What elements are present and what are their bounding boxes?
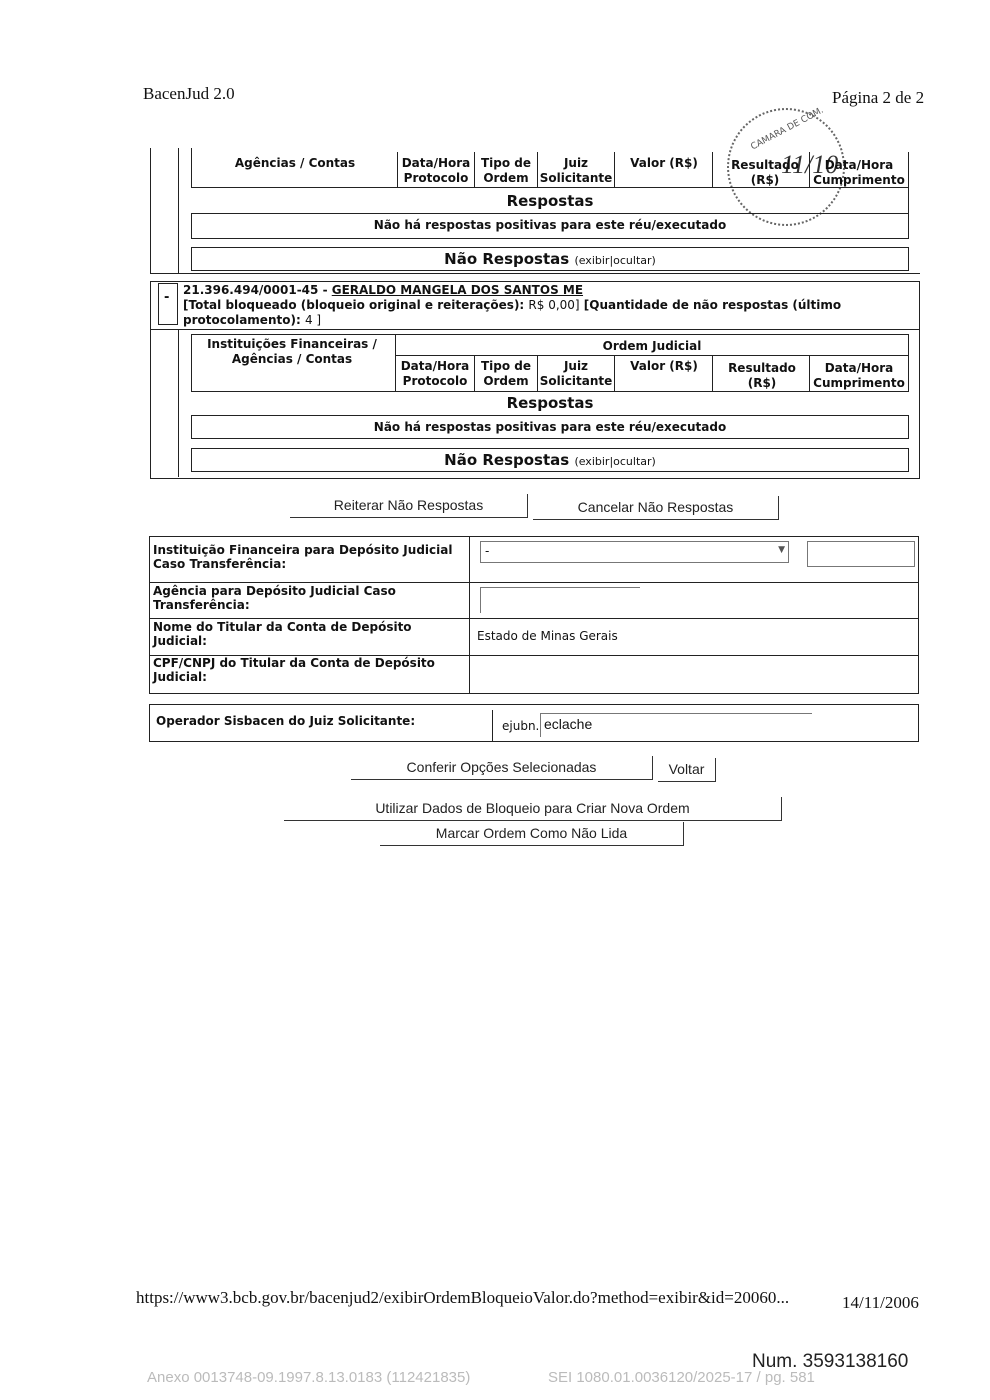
chevron-down-icon: ▼ — [778, 545, 785, 555]
col-juiz-2: Juiz Solicitante — [539, 359, 613, 388]
total-value: R$ 0,00] — [528, 298, 580, 312]
table-border — [614, 152, 615, 188]
nao-respostas-bar-2: Não Respostas (exibir|ocultar) — [191, 448, 909, 472]
ocultar-link[interactable]: ocultar — [613, 254, 652, 267]
table-border — [474, 152, 475, 188]
col-data-protocolo-2: Data/Hora Protocolo — [400, 359, 470, 388]
reu-name-link[interactable]: GERALDO MANGELA DOS SANTOS ME — [331, 283, 584, 297]
utilizar-button[interactable]: Utilizar Dados de Bloqueio para Criar Nova Ordem — [284, 797, 782, 821]
ocultar-link-2[interactable]: ocultar — [613, 455, 652, 468]
col-resultado: Resultado (R$) — [731, 158, 799, 187]
operador-label: Operador Sisbacen do Juiz Solicitante: — [156, 714, 416, 728]
page-url: https://www3.bcb.gov.br/bacenjud2/exibirOrdemBloqueioValor.do?method=exibir&id=20060... — [136, 1288, 790, 1307]
qtd-label: [Quantidade de não respostas (último protocolamento): — [183, 298, 842, 327]
exibir-link-2[interactable]: exibir — [578, 455, 610, 468]
table-border — [191, 238, 909, 239]
table-border — [191, 213, 909, 214]
col-cumprimento-2: Data/Hora Cumprimento — [813, 361, 905, 390]
table-border — [178, 329, 179, 477]
table-border — [150, 148, 151, 273]
agencia-input[interactable] — [480, 587, 640, 613]
cpf-label: CPF/CNPJ do Titular da Conta de Depósito Judicial: — [153, 656, 435, 684]
table-border — [149, 582, 919, 583]
col-tipo-ordem: Tipo de Ordem — [480, 156, 532, 185]
instituicao-label: Instituição Financeira para Depósito Judicial Caso Transferência: — [153, 543, 453, 571]
col-data-protocolo: Data/Hora Protocolo — [401, 156, 471, 185]
exibir-link[interactable]: exibir — [578, 254, 610, 267]
voltar-button[interactable]: Voltar — [658, 758, 716, 782]
conferir-button[interactable]: Conferir Opções Selecionadas — [351, 756, 653, 780]
print-date: 14/11/2006 — [842, 1293, 919, 1312]
nao-respostas-label-2: Não Respostas — [444, 451, 570, 469]
marcar-nao-lida-button[interactable]: Marcar Ordem Como Não Lida — [380, 822, 684, 846]
respostas-title-2: Respostas — [506, 394, 594, 412]
respostas-message: Não há respostas positivas para este réu/executado — [373, 218, 727, 232]
reiterar-button[interactable]: Reiterar Não Respostas — [290, 494, 528, 518]
table-border — [712, 355, 713, 392]
respostas-title: Respostas — [506, 192, 594, 210]
nao-respostas-bar: Não Respostas (exibir|ocultar) — [191, 247, 909, 271]
cancelar-button[interactable]: Cancelar Não Respostas — [533, 496, 779, 520]
table-border — [474, 355, 475, 392]
reu-cnpj: 21.396.494/0001-45 — [183, 283, 319, 297]
respostas-row-2 — [191, 415, 909, 439]
operador-prefix: ejubn. — [502, 719, 540, 733]
app-title: BacenJud 2.0 — [143, 84, 235, 103]
col-resultado-2: Resultado (R$) — [728, 361, 796, 390]
qtd-value: 4 ] — [304, 313, 322, 327]
table-border — [149, 618, 919, 619]
table-border — [712, 152, 713, 188]
table-border — [150, 273, 920, 274]
col-tipo-ordem-2: Tipo de Ordem — [480, 359, 532, 388]
instituicao-code-input[interactable] — [807, 541, 915, 567]
operador-input[interactable]: eclache — [540, 713, 812, 737]
col-cumprimento: Data/Hora Cumprimento — [813, 158, 905, 187]
titular-value: Estado de Minas Gerais — [477, 629, 618, 643]
col-valor: Valor (R$) — [630, 156, 698, 170]
agencia-label: Agência para Depósito Judicial Caso Transferência: — [153, 584, 396, 612]
table-border — [395, 355, 909, 356]
table-border — [469, 536, 470, 694]
page-number: Página 2 de 2 — [832, 88, 925, 107]
instituicao-select[interactable]: - ▼ — [480, 541, 789, 563]
anexo-watermark: Anexo 0013748-09.1997.8.13.0183 (112421835) — [147, 1369, 471, 1386]
total-label: [Total bloqueado (bloqueio original e reiterações): — [183, 298, 525, 312]
stamp-text: CAMARA DE COM. — [749, 105, 826, 153]
nao-respostas-label: Não Respostas — [444, 250, 570, 268]
table-border — [492, 710, 493, 742]
col-juiz: Juiz Solicitante — [539, 156, 613, 185]
document-number: Num. 3593138160 — [752, 1351, 909, 1372]
col-valor-2: Valor (R$) — [630, 359, 698, 373]
table-border — [150, 329, 920, 330]
stamp-handwriting: 11/10 — [781, 150, 839, 179]
sei-watermark: SEI 1080.01.0036120/2025-17 / pg. 581 — [548, 1369, 815, 1386]
ordem-judicial-title: Ordem Judicial — [602, 339, 702, 353]
col-instituicoes: Instituições Financeiras / Agências / Contas — [207, 337, 377, 366]
table-border — [178, 148, 179, 273]
col-agencias: Agências / Contas — [234, 156, 356, 170]
respostas-message-2: Não há respostas positivas para este réu/executado — [373, 420, 727, 434]
reu-info: 21.396.494/0001-45 - GERALDO MANGELA DOS SANTOS ME [Total bloqueado (bloqueio original e reiterações): R$ 0,00] [Quantidade de não respostas (último protocolamento): 4 ] — [183, 283, 842, 327]
table-border — [614, 355, 615, 392]
titular-label: Nome do Titular da Conta de Depósito Judicial: — [153, 620, 412, 648]
collapse-toggle[interactable]: - — [158, 283, 178, 325]
